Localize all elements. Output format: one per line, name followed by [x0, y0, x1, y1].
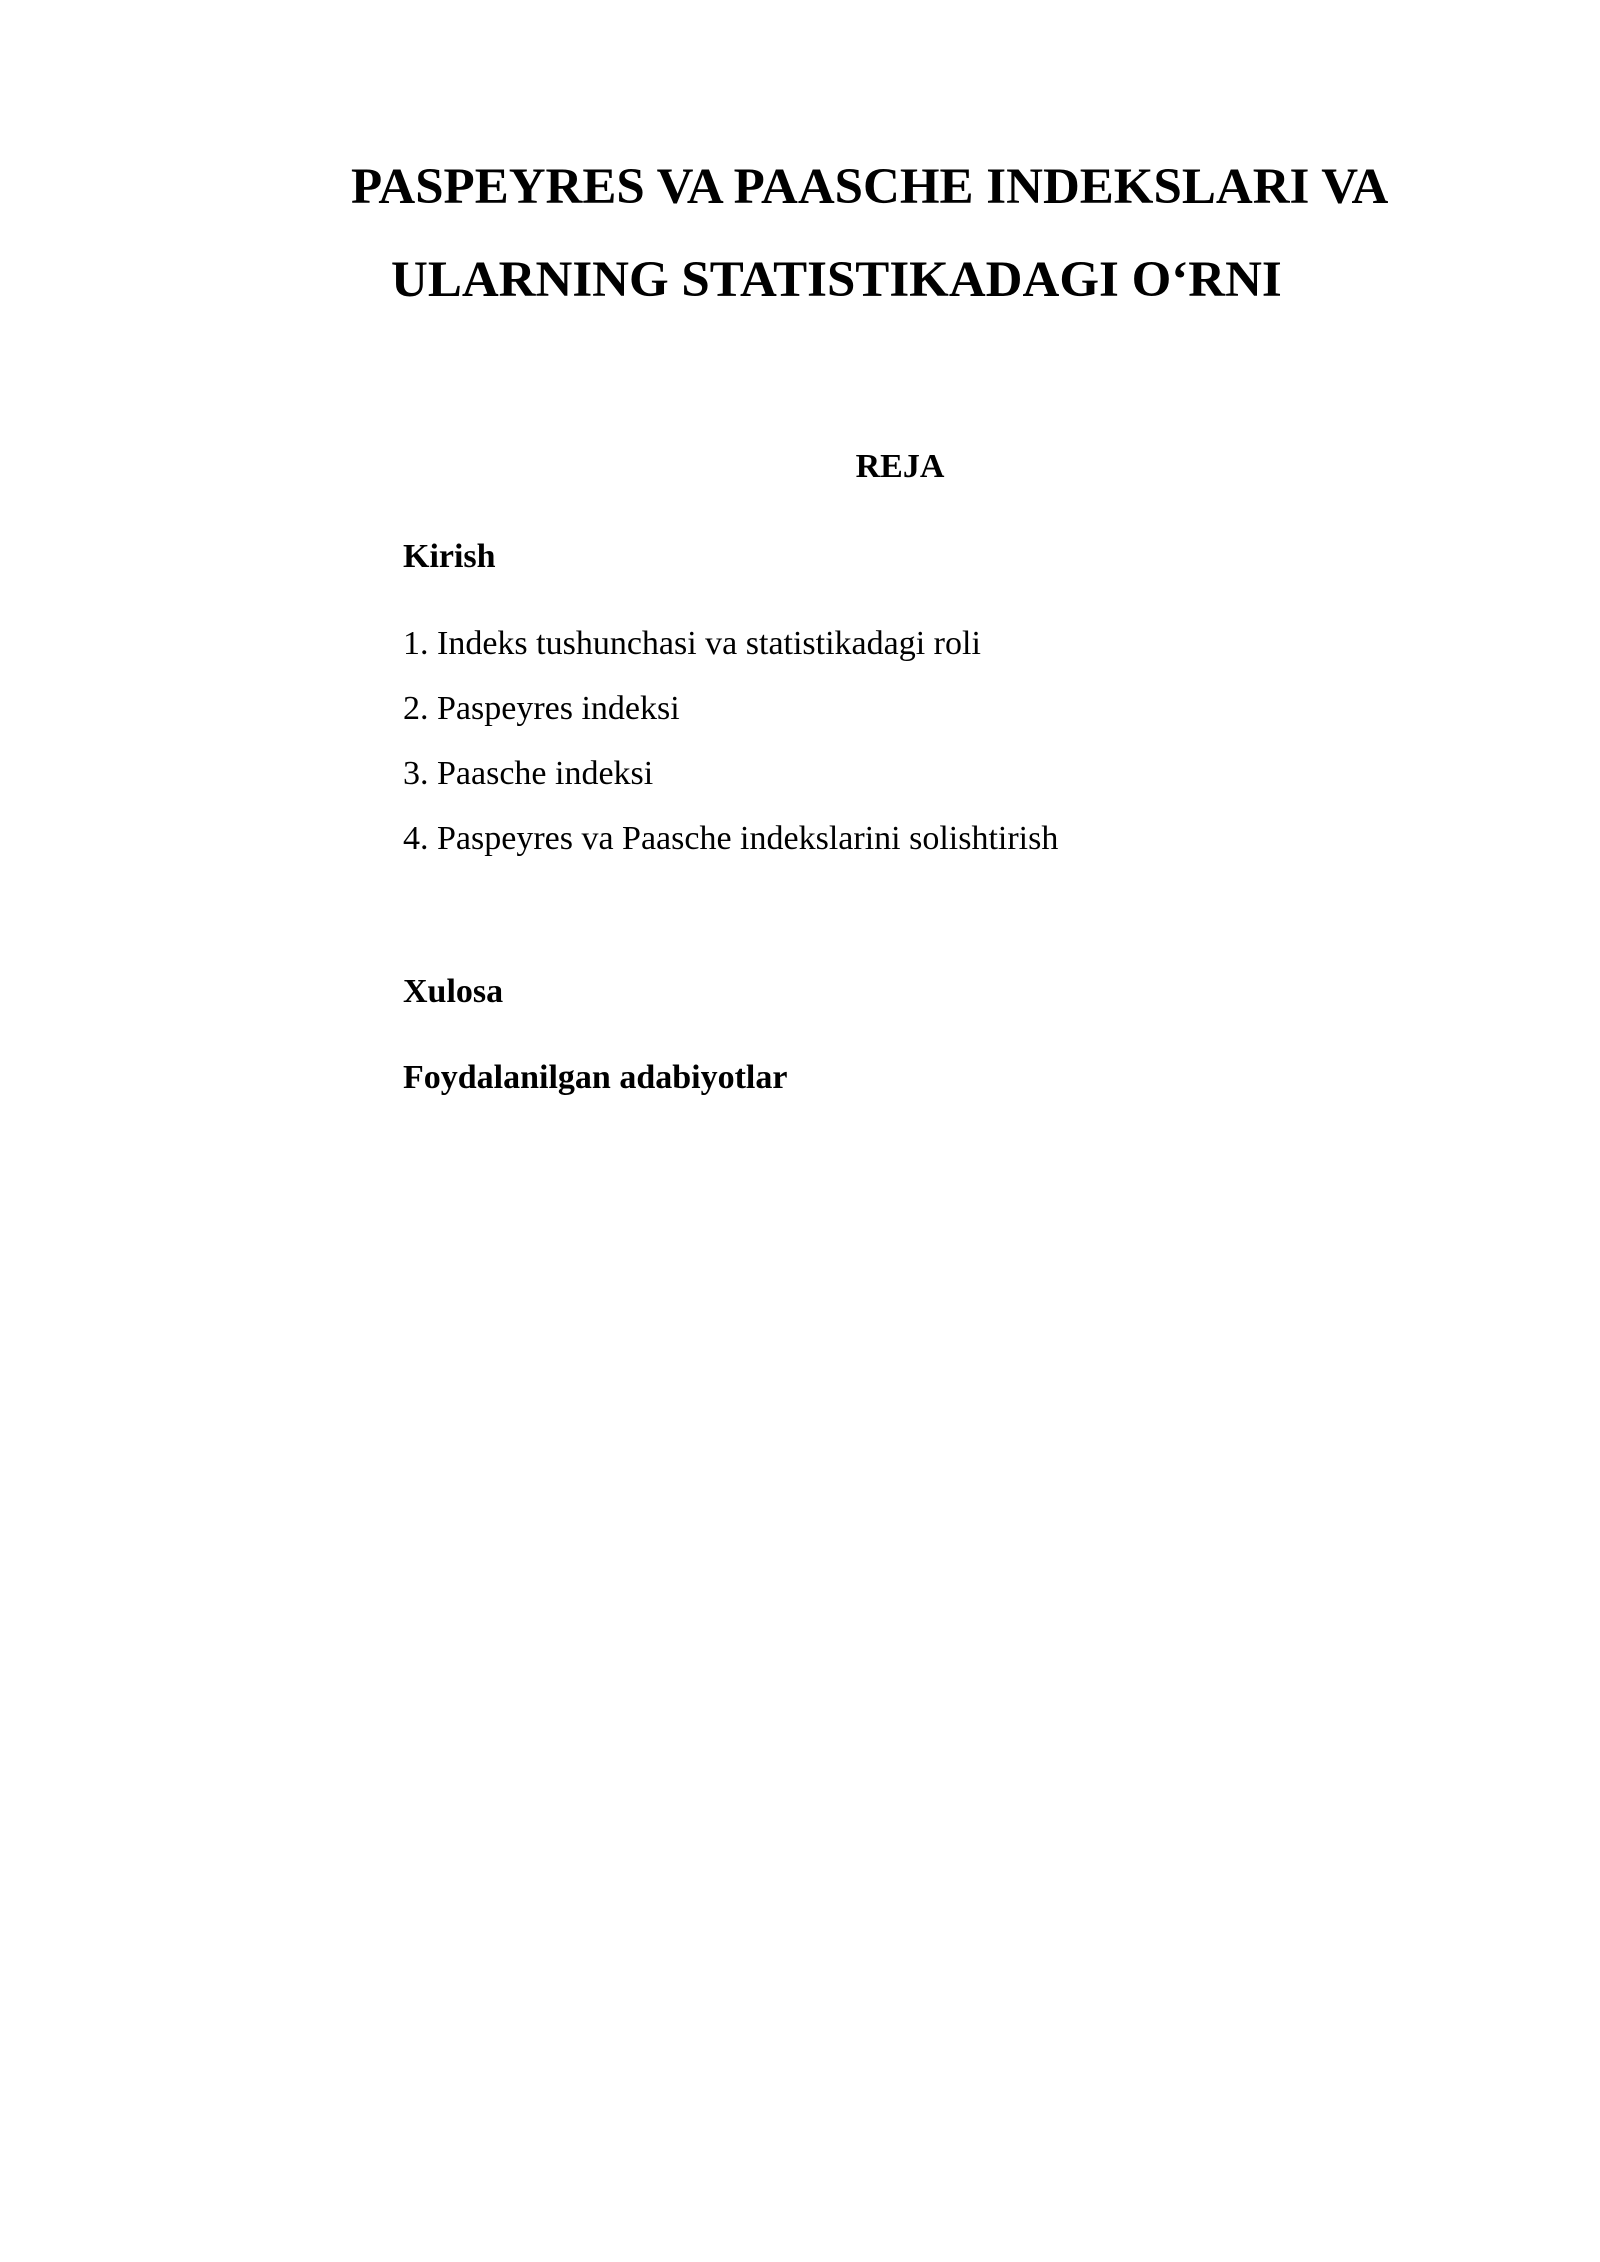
conclusion-heading: Xulosa — [403, 973, 504, 1010]
document-title-line-2: ULARNING STATISTIKADAGI O‘RNI — [391, 252, 1282, 308]
plan-list — [403, 624, 1058, 884]
intro-heading: Kirish — [403, 538, 496, 575]
plan-item-3: 3. Paasche indeksi — [403, 755, 654, 792]
references-heading: Foydalanilgan adabiyotlar — [403, 1059, 788, 1096]
plan-item-4: 4. Paspeyres va Paasche indekslarini solishtirish — [403, 820, 1059, 857]
plan-heading: REJA — [855, 448, 945, 485]
document-title-line-1: PASPEYRES VA PAASCHE INDEKSLARI VA — [351, 159, 1389, 215]
plan-item-2: 2. Paspeyres indeksi — [403, 690, 680, 727]
plan-item-1: 1. Indeks tushunchasi va statistikadagi roli — [403, 625, 981, 662]
